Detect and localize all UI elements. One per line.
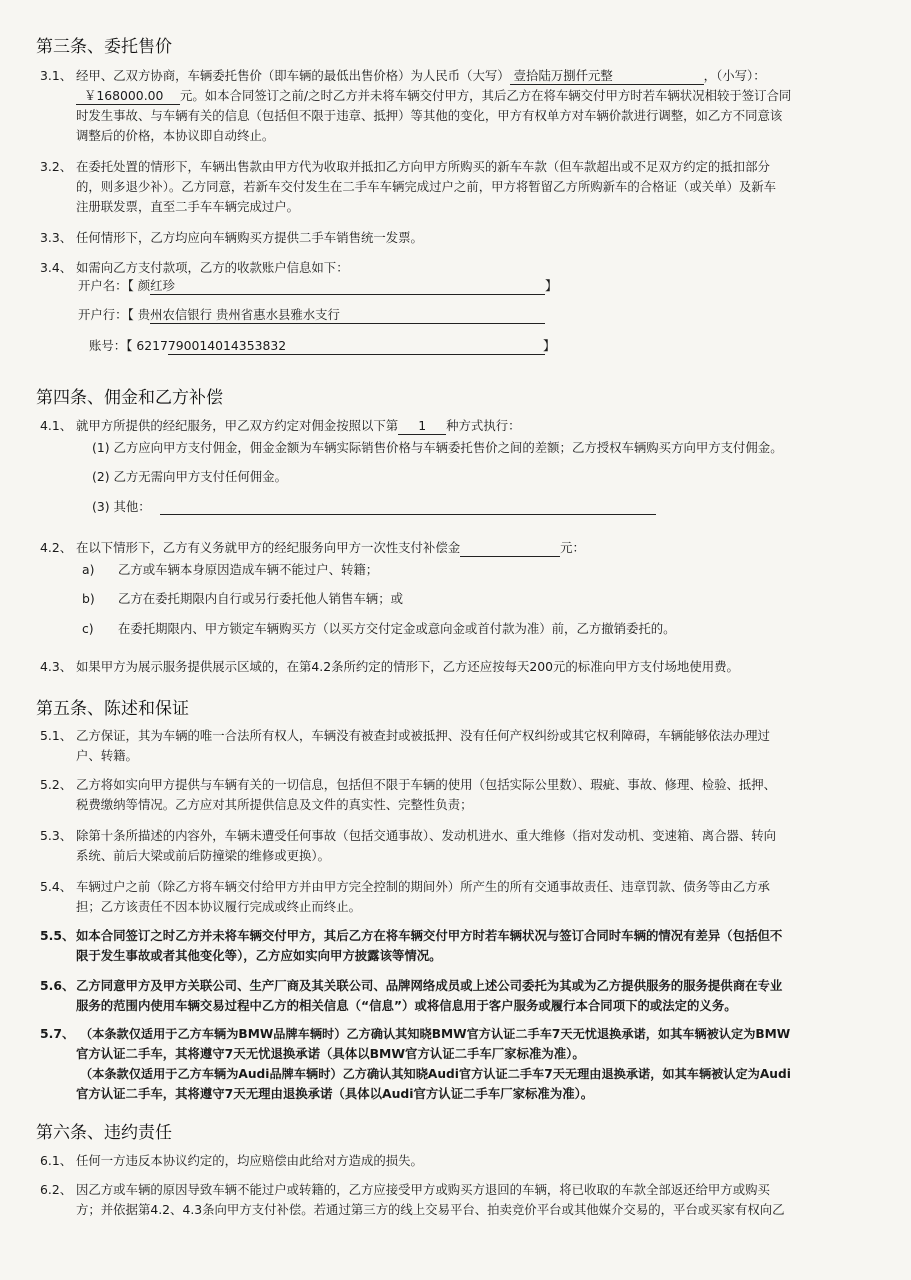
clause-3-1-line-1: 经甲、乙双方协商，车辆委托售价（即车辆的最低出售价格）为人民币（大写） 壹拾陆万捌仟元整 ，（小写）： (76, 68, 766, 83)
clause-5-2-line-1: 乙方将如实向甲方提供与车辆有关的一切信息，包括但不限于车辆的使用（包括实际公里数）、瑕疵、事故、修理、检验、抵押、 (76, 777, 777, 792)
clause-4-1-line-1: 就甲方所提供的经纪服务，甲乙双方约定对佣金按照以下第 1 种方式执行： (76, 418, 521, 433)
bank-row: 开户行：【 贵州农信银行 贵州省惠水县雅水支行 (78, 307, 340, 322)
price-in-words: 壹拾陆万捌仟元整 (510, 67, 704, 85)
commission-method-number: 1 (398, 417, 446, 435)
price-in-figures: ￥168000.00 (76, 87, 180, 105)
clause-5-5-line-1: 如本合同签订之时乙方并未将车辆交付甲方，其后乙方在将车辆交付甲方时若车辆状况与签订合同时车辆的情况有差异（包括但不 (76, 928, 783, 943)
account-name-value: 颜红珍 (137, 278, 175, 293)
clause-3-2-line-3: 注册联发票，直至二手车车辆完成过户。 (76, 199, 300, 214)
account-number-label: 账号： (89, 338, 127, 353)
clause-5-4-line-1: 车辆过户之前（除乙方将车辆交付给甲方并由甲方完全控制的期间外）所产生的所有交通事故责任、违章罚款、债务等由乙方承 (76, 879, 770, 894)
account-number-underline (168, 354, 545, 355)
clause-3-2-line-1: 在委托处置的情形下，车辆出售款由甲方代为收取并抵扣乙方向甲方所购买的新车车款（但车款超出或不足双方约定的抵扣部分 (76, 159, 770, 174)
account-number-row: 账号：【 6217790014014353832 (89, 338, 287, 353)
clause-5-7-number: 5.7、 (40, 1026, 75, 1041)
clause-4-2-c: 在委托期限内、甲方锁定车辆购买方（以买方交付定金或意向金或首付款为准）前，乙方撤销委托的。 (118, 621, 676, 636)
clause-4-2-line-1: 在以下情形下，乙方有义务就甲方的经纪服务向甲方一次性支付补偿金 元： (76, 540, 585, 555)
compensation-amount-blank (460, 539, 560, 557)
clause-3-1-number: 3.1、 (40, 68, 73, 83)
clause-5-2-number: 5.2、 (40, 777, 73, 792)
clause-5-3-line-2: 系统、前后大梁或前后防撞梁的维修或更换）。 (76, 848, 331, 863)
clause-5-7-line-3: （本条款仅适用于乙方车辆为Audi品牌车辆时）乙方确认其知晓Audi官方认证二手车7天无理由退换承诺，如其车辆被认定为Audi (80, 1067, 791, 1081)
section-5-title: 第五条、陈述和保证 (36, 699, 189, 719)
clause-3-4-number: 3.4、 (40, 260, 73, 275)
section-3-title: 第三条、委托售价 (36, 37, 172, 57)
bank-underline (150, 323, 545, 324)
clause-4-2-number: 4.2、 (40, 540, 73, 555)
clause-4-2-c-label: c) (82, 621, 94, 636)
clause-3-2-number: 3.2、 (40, 159, 73, 174)
commission-other-underline (160, 514, 656, 515)
clause-5-5-number: 5.5、 (40, 928, 75, 943)
clause-5-4-number: 5.4、 (40, 879, 73, 894)
clause-3-1-line-4: 调整后的价格，本协议即自动终止。 (76, 128, 275, 143)
clause-5-3-line-1: 除第十条所描述的内容外，车辆未遭受任何事故（包括交通事故）、发动机进水、重大维修（指对发动机、变速箱、离合器、转向 (76, 828, 777, 843)
clause-5-1-line-2: 户、转籍。 (76, 748, 138, 763)
clause-3-2-line-2: 的，则多退少补）。乙方同意，若新车交付发生在二手车车辆完成过户之前，甲方将暂留乙方所购新车的合格证（或关单）及新车 (76, 179, 777, 194)
clause-4-2-b-label: b) (82, 591, 95, 606)
clause-5-5-line-2: 限于发生事故或者其他变化等），乙方应如实向甲方披露该等情况。 (76, 948, 442, 963)
account-name-label: 开户名： (78, 278, 128, 293)
clause-5-3-number: 5.3、 (40, 828, 73, 843)
clause-6-1-number: 6.1、 (40, 1153, 73, 1168)
account-number-close-bracket: 】 (543, 338, 556, 353)
clause-5-7-line-2: 官方认证二手车，其将遵守7天无忧退换承诺（具体以BMW官方认证二手车厂家标准为准）。 (76, 1046, 585, 1061)
clause-5-1-line-1: 乙方保证，其为车辆的唯一合法所有权人，车辆没有被查封或被抵押、没有任何产权纠纷或其它权利障碍，车辆能够依法办理过 (76, 728, 770, 743)
commission-option-3: (3) 其他： (92, 499, 151, 514)
clause-6-1-line-1: 任何一方违反本协议约定的，均应赔偿由此给对方造成的损失。 (76, 1153, 423, 1168)
clause-3-4-line-1: 如需向乙方支付款项，乙方的收款账户信息如下： (76, 260, 349, 275)
clause-6-2-number: 6.2、 (40, 1182, 73, 1197)
bank-label: 开户行： (78, 307, 128, 322)
clause-4-2-a-label: a) (82, 562, 95, 577)
clause-3-3-line-1: 任何情形下，乙方均应向车辆购买方提供二手车销售统一发票。 (76, 230, 423, 245)
clause-6-2-line-2: 方；并依据第4.2、4.3条向甲方支付补偿。若通过第三方的线上交易平台、拍卖竞价平台或其他媒介交易的，平台或买家有权向乙 (76, 1202, 785, 1217)
clause-5-6-number: 5.6、 (40, 978, 75, 993)
clause-4-1-number: 4.1、 (40, 418, 73, 433)
clause-5-6-line-2: 服务的范围内使用车辆交易过程中乙方的相关信息（“信息”）或将信息用于客户服务或履行本合同项下的或法定的义务。 (76, 998, 737, 1013)
clause-5-2-line-2: 税费缴纳等情况。乙方应对其所提供信息及文件的真实性、完整性负责； (76, 797, 473, 812)
commission-option-1: (1) 乙方应向甲方支付佣金，佣金金额为车辆实际销售价格与车辆委托售价之间的差额；乙方授权车辆购买方向甲方支付佣金。 (92, 440, 783, 455)
clause-4-2-b: 乙方在委托期限内自行或另行委托他人销售车辆；或 (118, 591, 403, 606)
clause-5-1-number: 5.1、 (40, 728, 73, 743)
clause-3-1-line-2: ￥168000.00 元。如本合同签订之前/之时乙方并未将车辆交付甲方，其后乙方在将车辆交付甲方时若车辆状况相较于签订合同 (76, 86, 791, 106)
clause-5-4-line-2: 担；乙方该责任不因本协议履行完成或终止而终止。 (76, 899, 361, 914)
clause-5-7-line-4: 官方认证二手车，其将遵守7天无理由退换承诺（具体以Audi官方认证二手车厂家标准为准）。 (76, 1086, 594, 1101)
section-4-title: 第四条、佣金和乙方补偿 (36, 388, 223, 408)
clause-5-6-line-1: 乙方同意甲方及甲方关联公司、生产厂商及其关联公司、品牌网络成员或上述公司委托为其或为乙方提供服务的服务提供商在专业 (76, 978, 783, 993)
account-number-value: 6217790014014353832 (136, 338, 287, 353)
clause-4-3-line-1: 如果甲方为展示服务提供展示区域的，在第4.2条所约定的情形下，乙方还应按每天200元的标准向甲方支付场地使用费。 (76, 659, 739, 674)
commission-option-2: (2) 乙方无需向甲方支付任何佣金。 (92, 469, 287, 484)
section-6-title: 第六条、违约责任 (36, 1123, 172, 1143)
clause-3-1-line-3: 时发生事故、与车辆有关的信息（包括但不限于违章、抵押）等其他的变化，甲方有权单方对车辆价款进行调整，如乙方不同意该 (76, 108, 783, 123)
bank-value: 贵州农信银行 贵州省惠水县雅水支行 (137, 307, 340, 322)
clause-4-3-number: 4.3、 (40, 659, 73, 674)
clause-5-7-line-1: （本条款仅适用于乙方车辆为BMW品牌车辆时）乙方确认其知晓BMW官方认证二手车7天无忧退换承诺，如其车辆被认定为BMW (80, 1027, 791, 1041)
clause-6-2-line-1: 因乙方或车辆的原因导致车辆不能过户或转籍的，乙方应接受甲方或购买方退回的车辆，将已收取的车款全部返还给甲方或购买 (76, 1182, 770, 1197)
account-name-close-bracket: 】 (545, 278, 558, 293)
clause-4-2-a: 乙方或车辆本身原因造成车辆不能过户、转籍； (118, 562, 379, 577)
account-name-underline (150, 294, 545, 295)
account-name-row: 开户名：【 颜红珍 (78, 278, 175, 293)
clause-3-3-number: 3.3、 (40, 230, 73, 245)
